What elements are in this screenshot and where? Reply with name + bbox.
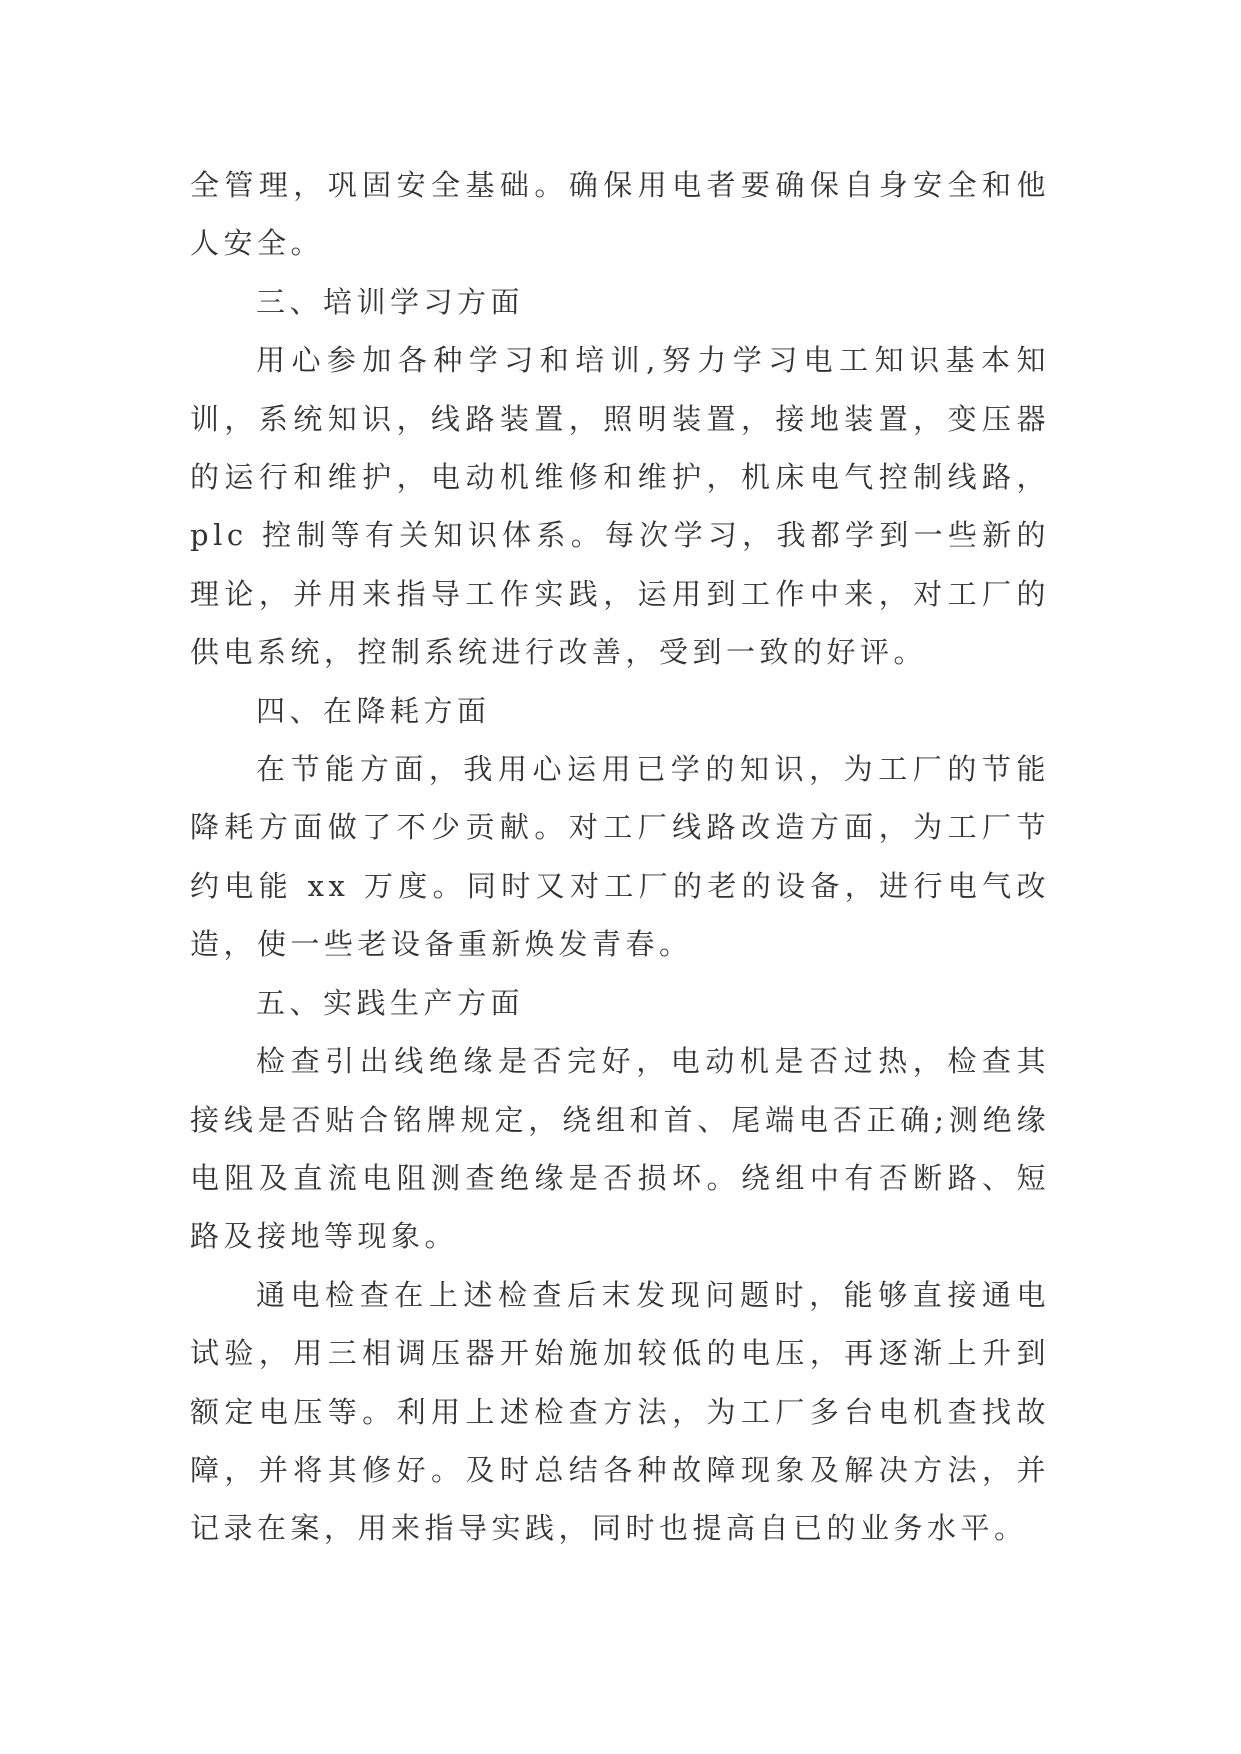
section-heading-practice: 五、实践生产方面 bbox=[256, 985, 525, 1020]
paragraph-energy-saving: 在节能方面，我用心运用已学的知识，为工厂的节能降耗方面做了不少贡献。对工厂线路改造方面，为工厂节约电能 xx 万度。同时又对工厂的老的设备，进行电气改造，使一些老设备重新焕发青春。 bbox=[190, 752, 1050, 962]
section-heading-training: 三、培训学习方面 bbox=[256, 284, 525, 319]
paragraph-training: 用心参加各种学习和培训,努力学习电工知识基本知训，系统知识，线路装置，照明装置，接地装置，变压器的运行和维护，电动机维修和维护，机床电气控制线路，plc 控制等有关知识体系。每次学习，我都学到一些新的理论，并用来指导工作实践，运用到工作中来，对工厂的供电系统，控制系统进行改善，受到一致的好评。 bbox=[190, 343, 1050, 670]
paragraph-inspection: 检查引出线绝缘是否完好，电动机是否过热，检查其接线是否贴合铭牌规定，绕组和首、尾端电否正确;测绝缘电阻及直流电阻测查绝缘是否损坏。绕组中有否断路、短路及接地等现象。 bbox=[190, 1044, 1050, 1254]
paragraph-power-test: 通电检查在上述检查后末发现问题时，能够直接通电试验，用三相调压器开始施加较低的电压，再逐渐上升到额定电压等。利用上述检查方法，为工厂多台电机查找故障，并将其修好。及时总结各种故障现象及解决方法，并记录在案，用来指导实践，同时也提高自已的业务水平。 bbox=[190, 1277, 1050, 1546]
paragraph-continued: 全管理，巩固安全基础。确保用电者要确保自身安全和他人安全。 bbox=[190, 168, 1050, 261]
document-body bbox=[190, 156, 1050, 1558]
section-heading-energy-saving: 四、在降耗方面 bbox=[256, 693, 491, 728]
